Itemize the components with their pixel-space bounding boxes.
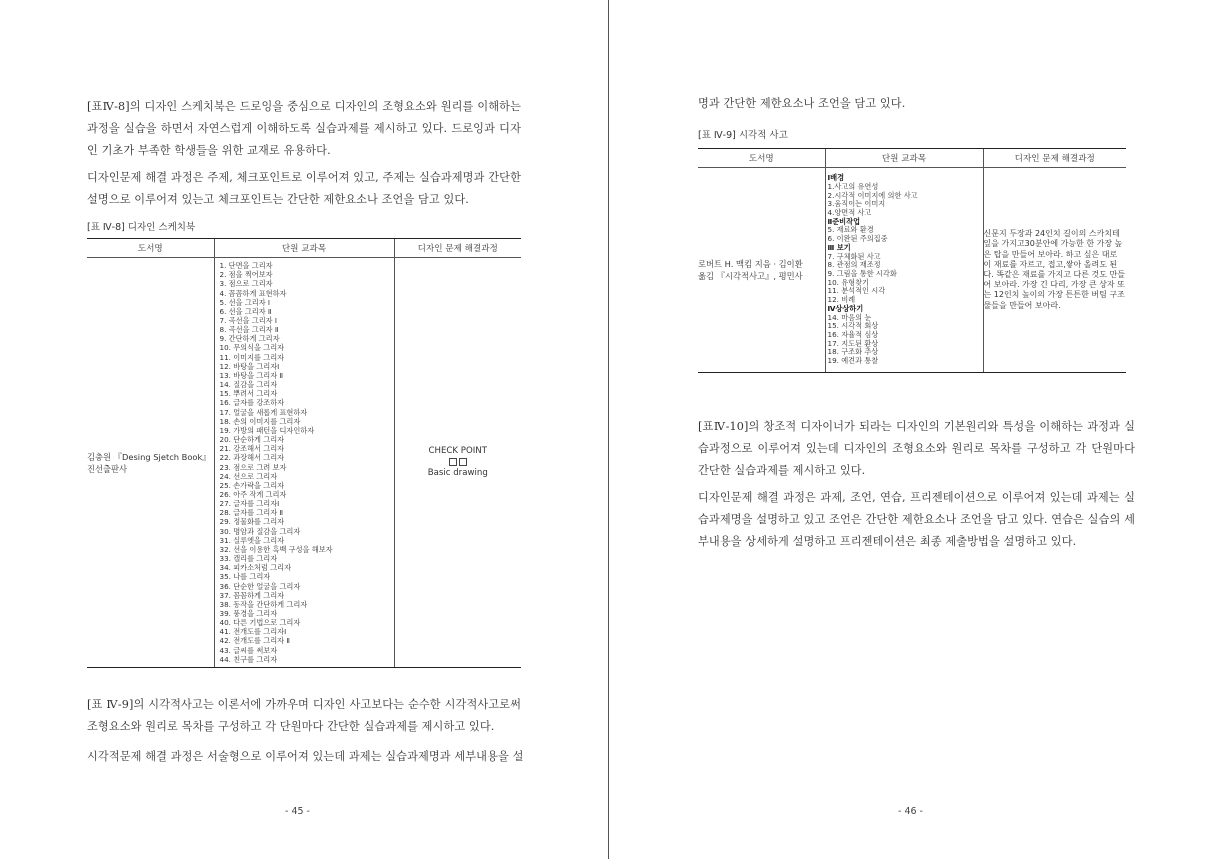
unit-item: 37. 꼼꼼하게 그리자 xyxy=(219,590,285,600)
unit-item: 15. 뿌려서 그리자 xyxy=(219,389,278,399)
left-page xyxy=(0,0,608,859)
unit-item: 29. 정물화를 그리자 xyxy=(219,517,285,527)
unit-list xyxy=(215,259,394,666)
unit-item: 7. 곡선을 그리자 Ⅰ xyxy=(219,316,277,325)
paragraph: 디자인문제 해결 과정은 과제, 조언, 연습, 프리젠테이션으로 이루어져 있는데 과제는 실습과제명을 설명하고 있고 조언은 간단한 제한요소나 조언을 담고 있다. 연습은 실습의 세부내용을 상세하게 설명하고 프리젠테이션은 최종 제출방법을 설명하고 있다. xyxy=(698,491,1135,548)
unit-item: 21. 강조해서 그리자 xyxy=(219,444,285,454)
paragraph: 시각적문제 해결 과정은 서술형으로 이루어져 있는데 과제는 실습과제명과 세부내용을 설 xyxy=(87,750,524,763)
unit-section-heading: Ⅰ배경 xyxy=(827,173,845,183)
column-header: 도서명 xyxy=(698,149,825,168)
unit-item: 19. 예견과 통찰 xyxy=(827,356,879,366)
unit-item: 15. 시각적 회상 xyxy=(827,321,879,331)
unit-item: 11. 이미지를 그리자 xyxy=(219,352,285,362)
unit-item: 16. 자율적 심상 xyxy=(827,329,879,339)
unit-item: 12. 비례 xyxy=(827,295,856,305)
unit-item: 10. 유형찾기 xyxy=(827,277,869,287)
unit-item: 34. 피카소처럼 그리자 xyxy=(219,563,292,573)
unit-item: 5. 재료와 환경 xyxy=(827,225,874,235)
paragraph: 디자인문제 해결 과정은 주제, 체크포인트로 이루어져 있고, 주제는 실습과제명과 간단한 설명으로 이루어져 있는고 체크포인트는 간단한 제한요소나 조언을 담고 있다. xyxy=(87,171,521,206)
unit-item: 8. 관점의 재조정 xyxy=(827,260,881,270)
unit-item: 30. 명암과 질감을 그리자 xyxy=(219,526,301,536)
unit-item: 26. 아주 작게 그리자 xyxy=(219,489,287,499)
unit-item: 10. 무의식을 그리자 xyxy=(219,343,285,353)
unit-section-heading: Ⅳ상상하기 xyxy=(827,303,864,313)
table-caption: [표 Ⅳ-9] 시각적 사고 xyxy=(698,130,788,141)
unit-item: 9. 그림을 통한 시각화 xyxy=(827,269,897,278)
table-caption: [표 Ⅳ-8] 디자인 스케치북 xyxy=(87,222,196,233)
unit-item: 41. 전개도를 그리자Ⅰ xyxy=(219,627,287,637)
checkbox-icon xyxy=(395,457,522,468)
unit-item: 27. 글자를 그리자Ⅰ xyxy=(219,499,280,509)
unit-item: 12. 바탕을 그리자Ⅰ xyxy=(219,361,280,371)
process-cell: 신문지 두장과 24인치 길이의 스카치테잎을 가지고30분안에 가능한 한 가장 높은 탑을 만들어 보아라. 하고 싶은 대로 이 재료를 자르고, 접고,쌓아 올려도 된다. 똑같은 재료를 가지고 다른 것도 만들어 보아라. 가장 긴 다리, 가장 큰 상자 또는 12인치 높이의 가장 튼튼한 버팀 구조물들을 만들어 보아라. xyxy=(983,168,1126,373)
basic-drawing-label: Basic drawing xyxy=(427,468,488,478)
book-publisher: 옮김 『시각적사고』, 평민사 xyxy=(698,271,803,281)
unit-item: 14. 마음의 눈 xyxy=(827,312,872,322)
unit-item: 4.양면적 사고 xyxy=(827,208,872,218)
unit-item: 17. 지도된 환상 xyxy=(827,338,879,348)
right-page xyxy=(610,0,1218,859)
book-author: 로버트 H. 맥킴 지음 · 김이환 xyxy=(698,259,803,269)
unit-item: 36. 단순한 얼굴을 그리자 xyxy=(219,581,301,591)
unit-item: 42. 전개도를 그리자 Ⅱ xyxy=(219,636,290,646)
paragraph: [표Ⅳ-10]의 창조적 디자이너가 되라는 디자인의 기본원리와 특성을 이해하는 과정과 실습과정으로 이루어져 있는데 디자인의 조형요소와 원리로 목차를 구성하고 각 단원마다 간단한 실습과제를 제시하고 있다. xyxy=(698,420,1135,477)
unit-item: 32. 선을 이용한 흑백 구성을 해보자 xyxy=(219,544,333,554)
unit-item: 6. 선을 그리자 Ⅱ xyxy=(219,306,272,316)
check-point-label: CHECK POINT xyxy=(428,446,487,456)
paragraph: 명과 간단한 제한요소나 조언을 담고 있다. xyxy=(698,97,906,110)
column-header: 디자인 문제 해결과정 xyxy=(394,239,521,258)
unit-item: 18. 구조화 추상 xyxy=(827,347,879,357)
unit-item: 23. 점으로 그려 보자 xyxy=(219,462,287,472)
units-cell xyxy=(214,258,394,668)
unit-item: 39. 풍경을 그리자 xyxy=(219,609,278,618)
table-visual-thinking xyxy=(698,148,1126,373)
unit-item: 19. 가방의 패턴을 디자인하자 xyxy=(219,425,315,435)
unit-item: 22. 과장해서 그리자 xyxy=(219,453,285,463)
unit-item: 1.사고의 유연성 xyxy=(827,181,879,191)
unit-item: 25. 손가락을 그리자 xyxy=(219,480,285,490)
unit-item: 33. 캘리를 그리자 xyxy=(219,554,278,564)
book-title-cell xyxy=(698,168,825,373)
unit-item: 20. 단순하게 그리자 xyxy=(219,435,285,445)
column-header: 디자인 문제 해결과정 xyxy=(983,149,1126,168)
unit-item: 3. 점으로 그리자 xyxy=(219,279,273,289)
unit-item: 38. 동작을 간단하게 그리자 xyxy=(219,599,308,609)
unit-item: 28. 글자를 그리자 Ⅱ xyxy=(219,508,283,518)
unit-item: 1. 단면을 그리자 xyxy=(219,261,273,271)
table-design-sketchbook xyxy=(87,238,521,668)
unit-item: 7. 구체화된 사고 xyxy=(827,251,881,261)
unit-item: 16. 글자를 강조하자 xyxy=(219,398,285,408)
page-number: - 45 - xyxy=(285,806,310,817)
page-number: - 46 - xyxy=(898,806,923,817)
unit-item: 2. 점을 찍어보자 xyxy=(219,270,273,280)
unit-item: 40. 다른 기법으로 그리자 xyxy=(219,618,301,628)
column-header: 단원 교과목 xyxy=(214,239,394,258)
page-divider xyxy=(608,0,609,859)
unit-item: 44. 친구를 그리자 xyxy=(219,654,278,664)
unit-section-heading: Ⅱ준비작업 xyxy=(827,216,861,226)
unit-item: 43. 글씨를 써보자 xyxy=(219,645,278,655)
unit-item: 17. 얼굴을 새롭게 표현하자 xyxy=(219,407,308,417)
unit-item: 2.시각적 이미지에 의한 사고 xyxy=(827,190,918,200)
unit-item: 8. 곡선을 그리자 Ⅱ xyxy=(219,325,279,335)
unit-item: 3.움직이는 이미지 xyxy=(827,199,886,209)
unit-section-heading: Ⅲ 보기 xyxy=(827,242,851,252)
unit-item: 31. 실루엣을 그리자 xyxy=(219,535,285,545)
unit-item: 11. 분석적인 시각 xyxy=(827,286,886,296)
unit-item: 18. 손의 이미지를 그리자 xyxy=(219,416,301,426)
unit-item: 24. 선으로 그리자 xyxy=(219,471,278,481)
paragraph: [표Ⅳ-8]의 디자인 스케치북은 드로잉을 중심으로 디자인의 조형요소와 원리를 이해하는 과정을 실습을 하면서 자연스럽게 이해하도록 실습과제를 제시하고 있다. 드로잉과 디자인 기초가 부족한 학생들을 위한 교재로 유용하다. xyxy=(87,100,521,157)
units-cell xyxy=(825,168,983,373)
unit-item: 9. 간단하게 그리자 xyxy=(219,334,280,344)
unit-item: 6. 이완된 주의집중 xyxy=(827,234,888,244)
unit-item: 4. 꼼꼼하게 표현하자 xyxy=(219,288,287,298)
unit-item: 5. 선을 그리자 Ⅰ xyxy=(219,297,271,307)
unit-item: 14. 질감을 그리자 xyxy=(219,380,278,390)
book-title-cell: 김충원 『Desing Sjetch Book』 진선출판사 xyxy=(87,258,214,668)
unit-item: 13. 바탕을 그리자 Ⅱ xyxy=(219,370,283,380)
unit-list xyxy=(826,172,983,367)
column-header: 단원 교과목 xyxy=(825,149,983,168)
paragraph: [표 Ⅳ-9]의 시각적사고는 이론서에 가까우며 디자인 사고보다는 순수한 시각적사고로써 조형요소와 원리로 목차를 구성하고 각 단원마다 간단한 실습과제를 제시하고 있다. xyxy=(87,698,521,733)
process-cell xyxy=(394,258,521,668)
unit-item: 35. 나를 그리자 xyxy=(219,572,271,582)
column-header: 도서명 xyxy=(87,239,214,258)
